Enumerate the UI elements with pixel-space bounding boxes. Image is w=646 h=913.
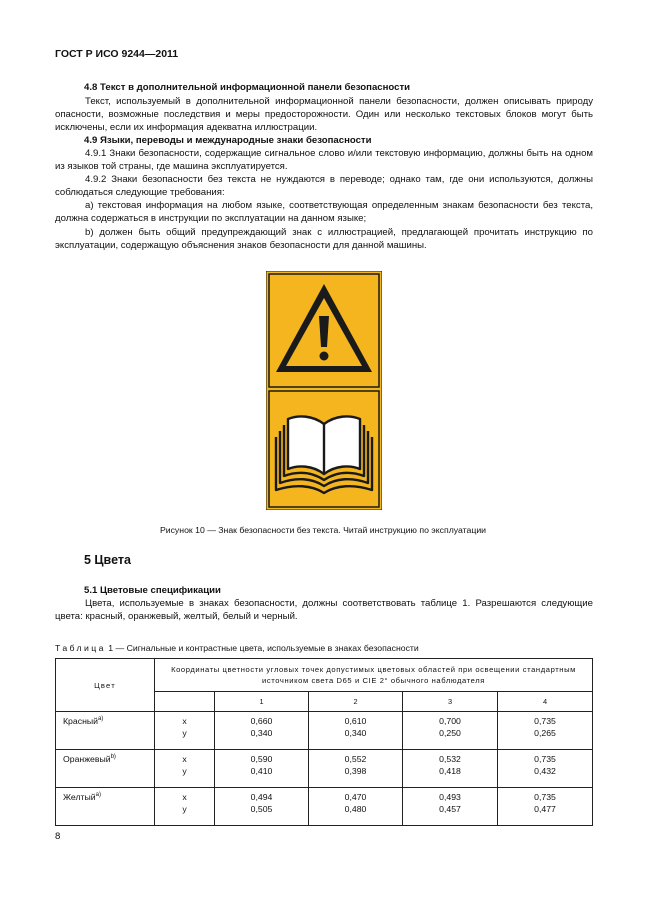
col-number-3: 3 (403, 692, 498, 712)
chromaticity-header: Координаты цветности угловых точек допустимых цветовых областей при освещении стандартным источником света D65 и CIE 2° обычного наблюдателя (155, 659, 593, 692)
row-color-name: Оранжевый$^{b)}$ (56, 750, 155, 788)
coord-labels: x y (155, 750, 215, 788)
requirement-b: b) должен быть общий предупреждающий знак с иллюстрацией, предлагающей прочитать инструкцию по эксплуатации, содержащую объяснения знаков безопасности для данной машины. (55, 227, 593, 252)
section-5-1-body: Цвета, используемые в знаках безопасности, должны соответствовать таблице 1. Разрешаются следующие цвета: красный, оранжевый, желтый, белый и черный. (55, 598, 593, 623)
table-row (56, 750, 593, 788)
requirement-a: a) текстовая информация на любом языке, соответствующая определенным знакам безопасности без текста, должна содержаться в инструкции по эксплуатации на данном языке; (55, 200, 593, 225)
col-number-4: 4 (498, 692, 593, 712)
table-row (56, 712, 593, 750)
row-color-name: Желтый$^{a)}$ (56, 788, 155, 826)
page-number: 8 (55, 831, 61, 842)
safety-sign-figure (266, 271, 382, 510)
coord-cell: 0,590 0,410 (215, 750, 309, 788)
coord-cell: 0,532 0,418 (403, 750, 498, 788)
section-5-1-title: 5.1 Цветовые спецификации (84, 585, 221, 596)
section-4-9-title: 4.9 Языки, переводы и международные знаки безопасности (84, 135, 372, 146)
document-header: ГОСТ Р ИСО 9244—2011 (55, 48, 179, 60)
section-4-9-2: 4.9.2 Знаки безопасности без текста не нуждаются в переводе; однако там, где они используются, должны соблюдаться следующие требования: (55, 174, 593, 199)
section-4-9-1: 4.9.1 Знаки безопасности, содержащие сигнальное слово и/или текстовую информацию, должны быть на одном из языков той страны, где машина эксплуатируется. (55, 148, 593, 173)
coord-cell: 0,493 0,457 (403, 788, 498, 826)
col-number-2: 2 (309, 692, 403, 712)
coord-cell: 0,735 0,265 (498, 712, 593, 750)
section-5-title: 5 Цвета (84, 553, 131, 567)
table-caption-label: Таблица (55, 643, 106, 653)
col-number-1: 1 (215, 692, 309, 712)
coord-cell: 0,700 0,250 (403, 712, 498, 750)
coord-cell: 0,494 0,505 (215, 788, 309, 826)
col-color-header: Цвет (56, 659, 155, 712)
table-caption (55, 643, 419, 653)
coord-cell: 0,735 0,477 (498, 788, 593, 826)
coord-cell: 0,735 0,432 (498, 750, 593, 788)
coord-cell: 0,552 0,398 (309, 750, 403, 788)
section-4-8-body: Текст, используемый в дополнительной информационной панели безопасности, должен описывать природу опасности, возможные последствия и меры предосторожности. Один или несколько текстовых блоков могут быть исключены, если их информация адекватна иллюстрации. (55, 96, 593, 134)
coord-labels: x y (155, 712, 215, 750)
figure-caption: Рисунок 10 — Знак безопасности без текста. Читай инструкцию по эксплуатации (159, 525, 487, 535)
coord-cell: 0,470 0,480 (309, 788, 403, 826)
section-4-8-title: 4.8 Текст в дополнительной информационной панели безопасности (84, 82, 411, 93)
table-caption-text: 1 — Сигнальные и контрастные цвета, используемые в знаках безопасности (105, 643, 419, 653)
coord-labels: x y (155, 788, 215, 826)
coord-cell: 0,610 0,340 (309, 712, 403, 750)
row-color-name: Красный$^{a)}$ (56, 712, 155, 750)
color-table (55, 658, 593, 826)
coord-cell: 0,660 0,340 (215, 712, 309, 750)
table-row (56, 788, 593, 826)
